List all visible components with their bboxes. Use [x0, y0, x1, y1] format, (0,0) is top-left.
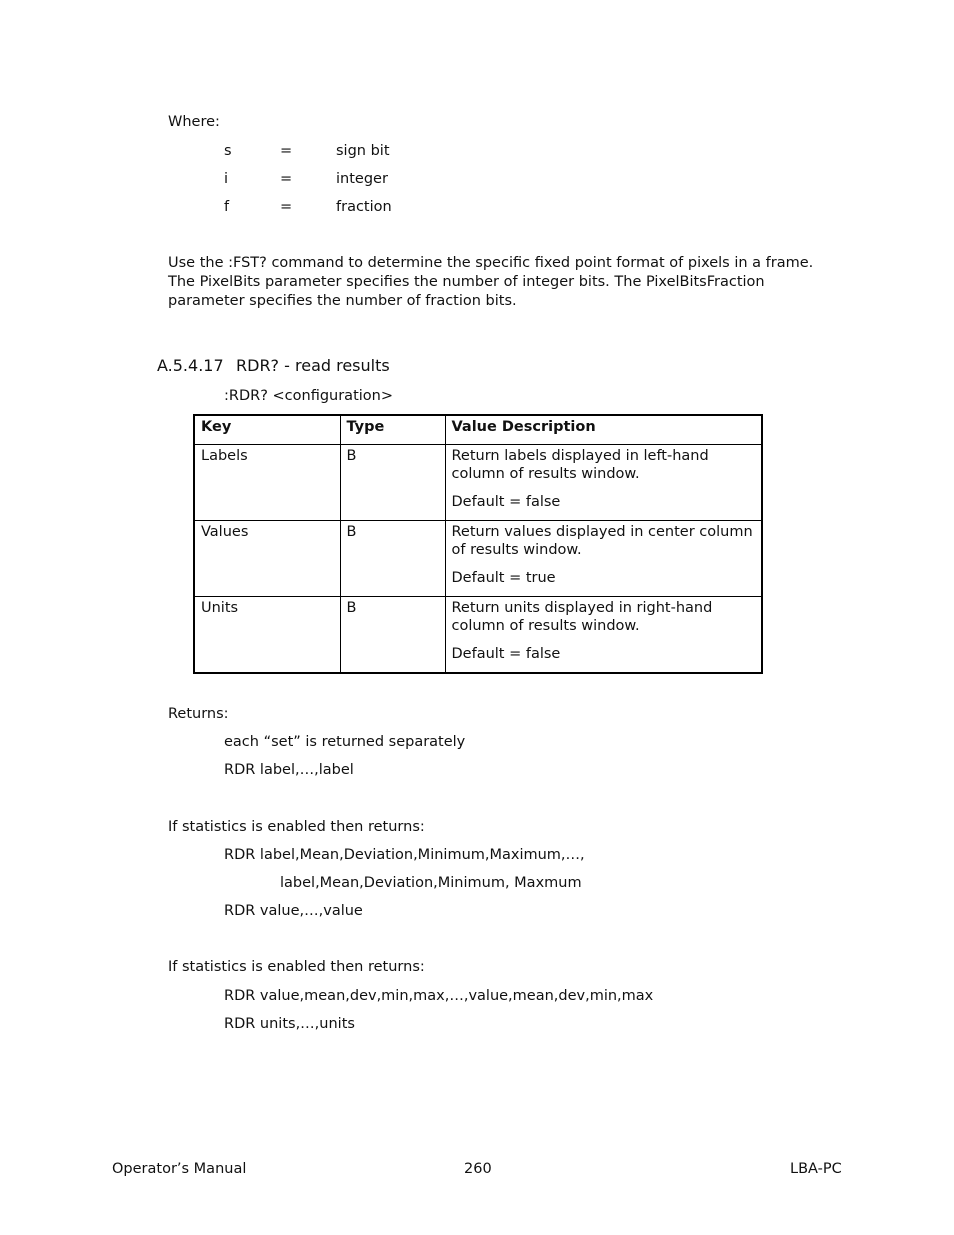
command-syntax: :RDR? <configuration>	[224, 388, 393, 404]
cell-description	[445, 597, 762, 674]
description-text: Return units displayed in right-hand column of results window.	[451, 600, 713, 634]
cell-key: Units	[194, 597, 340, 674]
stats-label: If statistics is enabled then returns:	[168, 819, 425, 835]
cell-type: B	[340, 597, 445, 674]
table-header-row	[194, 415, 762, 445]
definition-symbol: f	[224, 199, 230, 215]
returns-line: RDR label,…,label	[224, 762, 354, 778]
where-label: Where:	[168, 114, 220, 130]
definition-description: sign bit	[336, 143, 390, 159]
footer-manual-title: Operator’s Manual	[112, 1161, 247, 1177]
footer-product-name: LBA-PC	[790, 1161, 842, 1177]
section-number: A.5.4.17	[157, 356, 224, 375]
cell-key: Values	[194, 521, 340, 597]
cell-description	[445, 445, 762, 521]
stats-line: RDR label,Mean,Deviation,Minimum,Maximum,…,	[224, 847, 585, 863]
default-value: Default = false	[451, 646, 561, 662]
definition-description: fraction	[336, 199, 392, 215]
fst-paragraph: Use the :FST? command to determine the specific fixed point format of pixels in a frame. The PixelBits parameter specifies the number of integer bits. The PixelBitsFraction parameter specifies the number of fraction bits.	[168, 255, 814, 309]
header-type: Type	[340, 415, 445, 445]
table-row	[194, 597, 762, 674]
section-title: RDR? - read results	[236, 356, 390, 375]
cell-description	[445, 521, 762, 597]
configuration-table	[193, 414, 763, 674]
returns-line: each “set” is returned separately	[224, 734, 466, 750]
cell-type: B	[340, 445, 445, 521]
table-row	[194, 521, 762, 597]
cell-key: Labels	[194, 445, 340, 521]
header-key: Key	[194, 415, 340, 445]
default-value: Default = true	[451, 570, 556, 586]
stats-line: RDR value,…,value	[224, 903, 363, 919]
definition-equals: =	[280, 199, 293, 215]
table-row	[194, 445, 762, 521]
default-value: Default = false	[451, 494, 561, 510]
definition-symbol: i	[224, 171, 229, 187]
description-text: Return labels displayed in left-hand column of results window.	[451, 448, 709, 482]
definition-equals: =	[280, 143, 293, 159]
stats-line: RDR units,…,units	[224, 1016, 355, 1032]
definition-equals: =	[280, 171, 293, 187]
definition-symbol: s	[224, 143, 232, 159]
header-value-description: Value Description	[445, 415, 762, 445]
stats-line: RDR value,mean,dev,min,max,…,value,mean,dev,min,max	[224, 988, 654, 1004]
returns-label: Returns:	[168, 706, 229, 722]
footer-page-number: 260	[464, 1161, 492, 1177]
definition-description: integer	[336, 171, 388, 187]
description-text: Return values displayed in center column of results window.	[451, 524, 753, 558]
stats-line: label,Mean,Deviation,Minimum, Maxmum	[280, 875, 582, 891]
stats-label: If statistics is enabled then returns:	[168, 959, 425, 975]
cell-type: B	[340, 521, 445, 597]
section-heading	[157, 356, 390, 376]
